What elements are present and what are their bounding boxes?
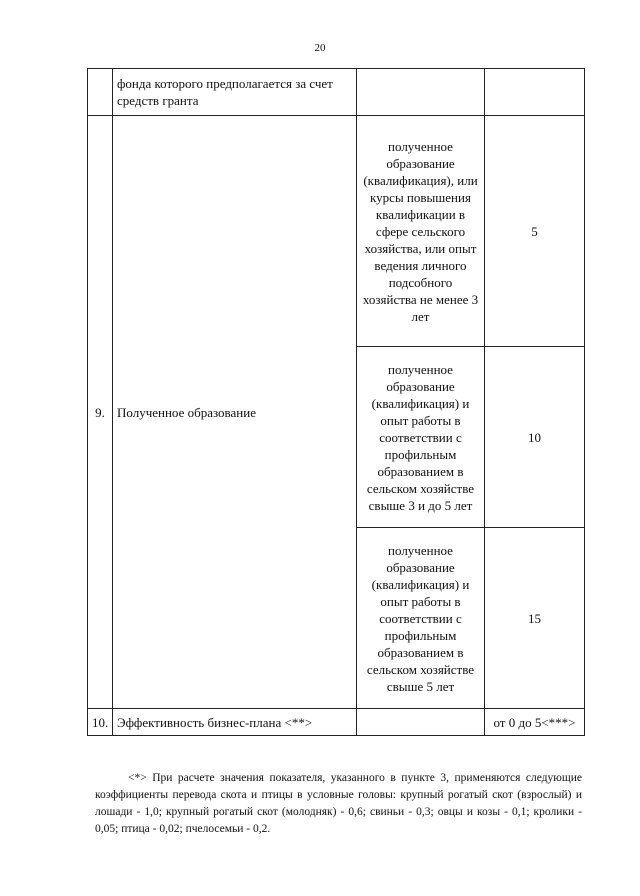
page-number: 20 [314, 42, 326, 54]
row-number-cell: 10. [88, 709, 113, 736]
score-cell: от 0 до 5<***> [485, 709, 585, 736]
criteria-table [87, 68, 585, 736]
criterion-name-cell: Полученное образование [113, 116, 357, 709]
row-number-cell: 9. [88, 116, 113, 709]
condition-cell: полученное образование (квалификация) и опыт работы в соответствии с профильным образованием в сельском хозяйстве свыше 5 лет [357, 528, 485, 709]
criterion-name-cell: фонда которого предполагается за счет средств гранта [113, 69, 357, 116]
criterion-name-cell: Эффективность бизнес-плана <**> [113, 709, 357, 736]
table-row [88, 69, 585, 116]
condition-cell: полученное образование (квалификация) и опыт работы в соответствии с профильным образованием в сельском хозяйстве свыше 3 и до 5 лет [357, 347, 485, 528]
condition-cell [357, 69, 485, 116]
score-cell: 5 [485, 116, 585, 347]
table-row [88, 709, 585, 736]
footnote [95, 770, 582, 838]
score-cell [485, 69, 585, 116]
footnote-text: <*> При расчете значения показателя, указанного в пункте 3, применяются следующие коэффициенты перевода скота и птицы в условные головы: крупный рогатый скот (взрослый) и лошади - 1,0; крупный рогатый скот (молодняк) - 0,6; свиньи - 0,3; овцы и козы - 0,1; кролики - 0,05; птица - 0,02; пчелосемьи - 0,2. [95, 772, 582, 835]
condition-cell [357, 709, 485, 736]
score-cell: 15 [485, 528, 585, 709]
table-row [88, 116, 585, 347]
row-number-cell [88, 69, 113, 116]
score-cell: 10 [485, 347, 585, 528]
condition-cell: полученное образование (квалификация), или курсы повышения квалификации в сфере сельского хозяйства, или опыт ведения личного подсобного хозяйства не менее 3 лет [357, 116, 485, 347]
